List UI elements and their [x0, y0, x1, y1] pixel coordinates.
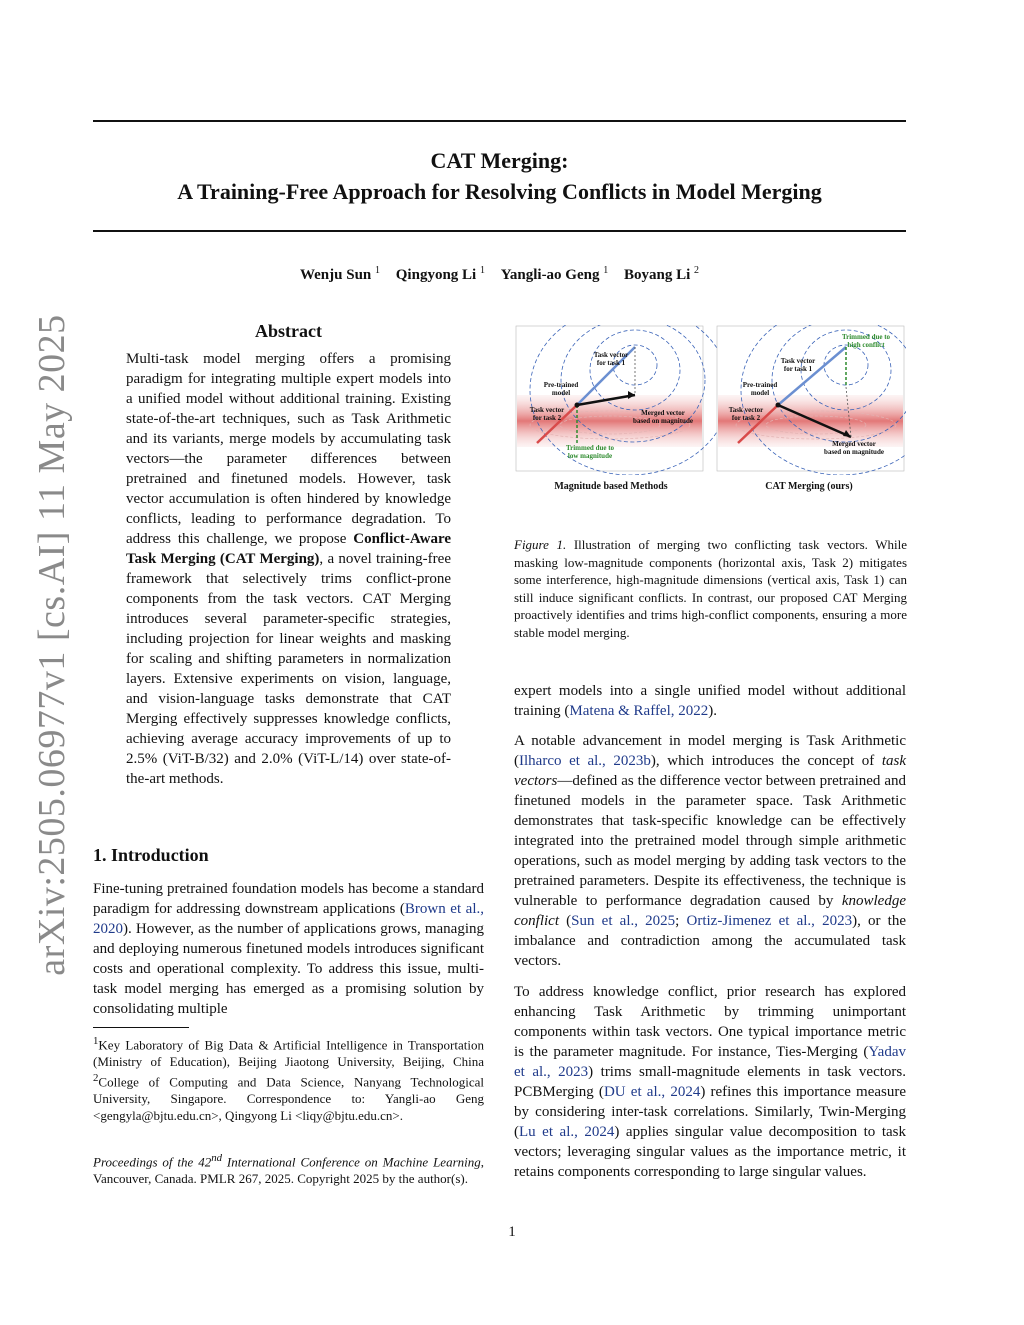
right-task2-label: for task 2 [731, 414, 761, 422]
citation-link[interactable]: DU et al., 2024 [603, 1084, 701, 1100]
abstract-body: Multi-task model merging offers a promising paradigm for integrating multiple expert models into a unified model without additional training. Existing state-of-the-art techniques, such as Task Arithmetic and its variants, merge models by accumulating task vectors—the parameter differences between pretrained and finetuned models. However, task vector accumulation is often hindered by knowledge conflicts, leading to performance degradation. To address this challenge, we propose Conflict-Aware Task Merging (CAT Merging), a novel training-free framework that selectively trims conflict-prone components from the task vectors. CAT Merging introduces several parameter-specific strategies, including projection for linear weights and masking for scaling and shifting parameters in normalization layers. Extensive experiments on vision, language, and vision-language tasks demonstrate that CAT Merging effectively suppresses knowledge conflicts, achieving average accuracy improvements of up to 2.5% (ViT-B/32) and 2.0% (ViT-L/14) over state-of-the-art methods. [126, 351, 451, 787]
abstract-heading: Abstract [255, 321, 322, 341]
citation-link[interactable]: Ilharco et al., 2023b [519, 753, 651, 769]
title-bottom-rule [93, 230, 906, 232]
footnote-rule [93, 1027, 189, 1028]
left-task1-label: Task vector [593, 351, 629, 359]
paper-title-line2: A Training-Free Approach for Resolving Conflicts in Model Merging [177, 179, 822, 204]
citation-link[interactable]: Matena & Raffel, 2022 [569, 703, 709, 719]
right-merged-label: Merged vector [832, 440, 876, 448]
left-merged-label: Merged vector [641, 409, 685, 417]
right-task1-label: for task 1 [783, 365, 813, 373]
right-pretrained-label: Pre-trained [742, 381, 778, 389]
right-trimmed-label: Trimmed due to [841, 333, 891, 341]
left-task2-label: for task 2 [532, 414, 562, 422]
left-panel-label: Magnitude based Methods [554, 481, 668, 492]
intro-paragraph: Fine-tuning pretrained foundation models has become a standard paradigm for addressing downstream applications (Brown et al., 2020). However, as the number of applications grows, managing and deploying numerous finetuned models introduces significant costs and operational complexity. To address this issue, multi-task model merging has emerged as a promising solution by consolidating multiple [93, 881, 484, 1017]
top-rule [93, 120, 906, 122]
left-merged-label: based on magnitude [633, 417, 693, 425]
figure-1-caption: Figure 1. Illustration of merging two conflicting task vectors. While masking low-magnitude components (horizontal axis, Task 2) mitigates some interference, high-magnitude dimensions (vertical axis, Task 1) can still induce significant conflicts. In contrast, our proposed CAT Merging proactively identifies and trims high-conflict components, ensuring a more stable model merging. [514, 537, 908, 640]
left-trimmed-label: low magnitude [567, 452, 613, 460]
arxiv-side-label: arXiv:2505.06977v1 [cs.AI] 11 May 2025 [31, 314, 73, 976]
citation-link[interactable]: Lu et al., 2024 [519, 1124, 615, 1140]
citation-link[interactable]: Ortiz-Jimenez et al., 2023 [686, 913, 853, 929]
author-list [93, 265, 906, 284]
right-task2-label: Task vector [728, 406, 764, 414]
right-pretrained-label: model [750, 389, 770, 397]
proceedings-note: Proceedings of the 42nd International Conference on Machine Learning, Vancouver, Canada. PMLR 267, 2025. Copyright 2025 by the author(s). [93, 1152, 484, 1187]
author: Boyang Li $^2$ [623, 265, 700, 283]
author: Wenju Sun $^1$ [299, 265, 381, 283]
citation-link[interactable]: Yadav et al., 2023 [514, 1044, 906, 1080]
left-pretrained-label: Pre-trained [543, 381, 579, 389]
right-panel-label: CAT Merging (ours) [765, 481, 853, 492]
author: Qingyong Li $^1$ [395, 265, 485, 283]
section-heading-introduction: 1. Introduction [93, 845, 209, 865]
citation-link[interactable]: Sun et al., 2025 [571, 913, 676, 929]
right-panel [717, 325, 906, 475]
right-paragraph-1: expert models into a single unified model without additional training (Matena & Raffel, 2022). [514, 683, 906, 719]
left-panel [516, 325, 730, 475]
affiliation-footnote: $^1$Key Laboratory of Big Data & Artificial Intelligence in Transportation (Ministry of Education), Beijing Jiaotong University, Beijing, China $^2$College of Computing and Data Science, Nanyang Technological University, Singapore. Correspondence to: Yangli-ao Geng <gengyla@bjtu.edu.cn>, Qingyong Li <liqy@bjtu.edu.cn>. [93, 1035, 484, 1123]
right-paragraph-2: A notable advancement in model merging is Task Arithmetic (Ilharco et al., 2023b), which introduces the concept of task vectors—defined as the difference vector between pretrained and finetuned models in the parameter space. Task Arithmetic demonstrates that task-specific knowledge can be effectively integrated into the pretrained model through simple arithmetic operations, such as model merging by adding task vectors to the pretrained parameters. Despite its effectiveness, the technique is vulnerable to performance degradation caused by knowledge conflict (Sun et al., 2025; Ortiz-Jimenez et al., 2023), or the imbalance and contradiction among the accumulated task vectors. [514, 733, 906, 969]
paper-title-line1: CAT Merging: [430, 148, 569, 173]
right-merged-label: based on magnitude [824, 448, 884, 456]
left-task2-label: Task vector [529, 406, 565, 414]
author: Yangli-ao Geng $^1$ [500, 265, 609, 283]
left-trimmed-label: Trimmed due to [565, 444, 615, 452]
figure-1-illustration [515, 325, 906, 475]
right-paragraph-3: To address knowledge conflict, prior research has explored enhancing Task Arithmetic by trimming unimportant components within task vectors. One typical importance metric is the parameter magnitude. For instance, Ties-Merging (Yadav et al., 2023) trims small-magnitude elements in task vectors. PCBMerging (DU et al., 2024) refines this importance measure by considering inter-task correlations. Similarly, Twin-Merging (Lu et al., 2024) applies singular value decomposition to task vectors; leveraging singular values as the importance metric, it retains components corresponding to large singular values. [514, 984, 907, 1180]
left-pretrained-label: model [551, 389, 571, 397]
page-number: 1 [508, 1224, 516, 1240]
left-task1-label: for task 1 [596, 359, 626, 367]
citation-link[interactable]: Brown et al., 2020 [93, 901, 484, 937]
right-trimmed-label: high conflict [847, 341, 885, 349]
right-task1-label: Task vector [780, 357, 816, 365]
